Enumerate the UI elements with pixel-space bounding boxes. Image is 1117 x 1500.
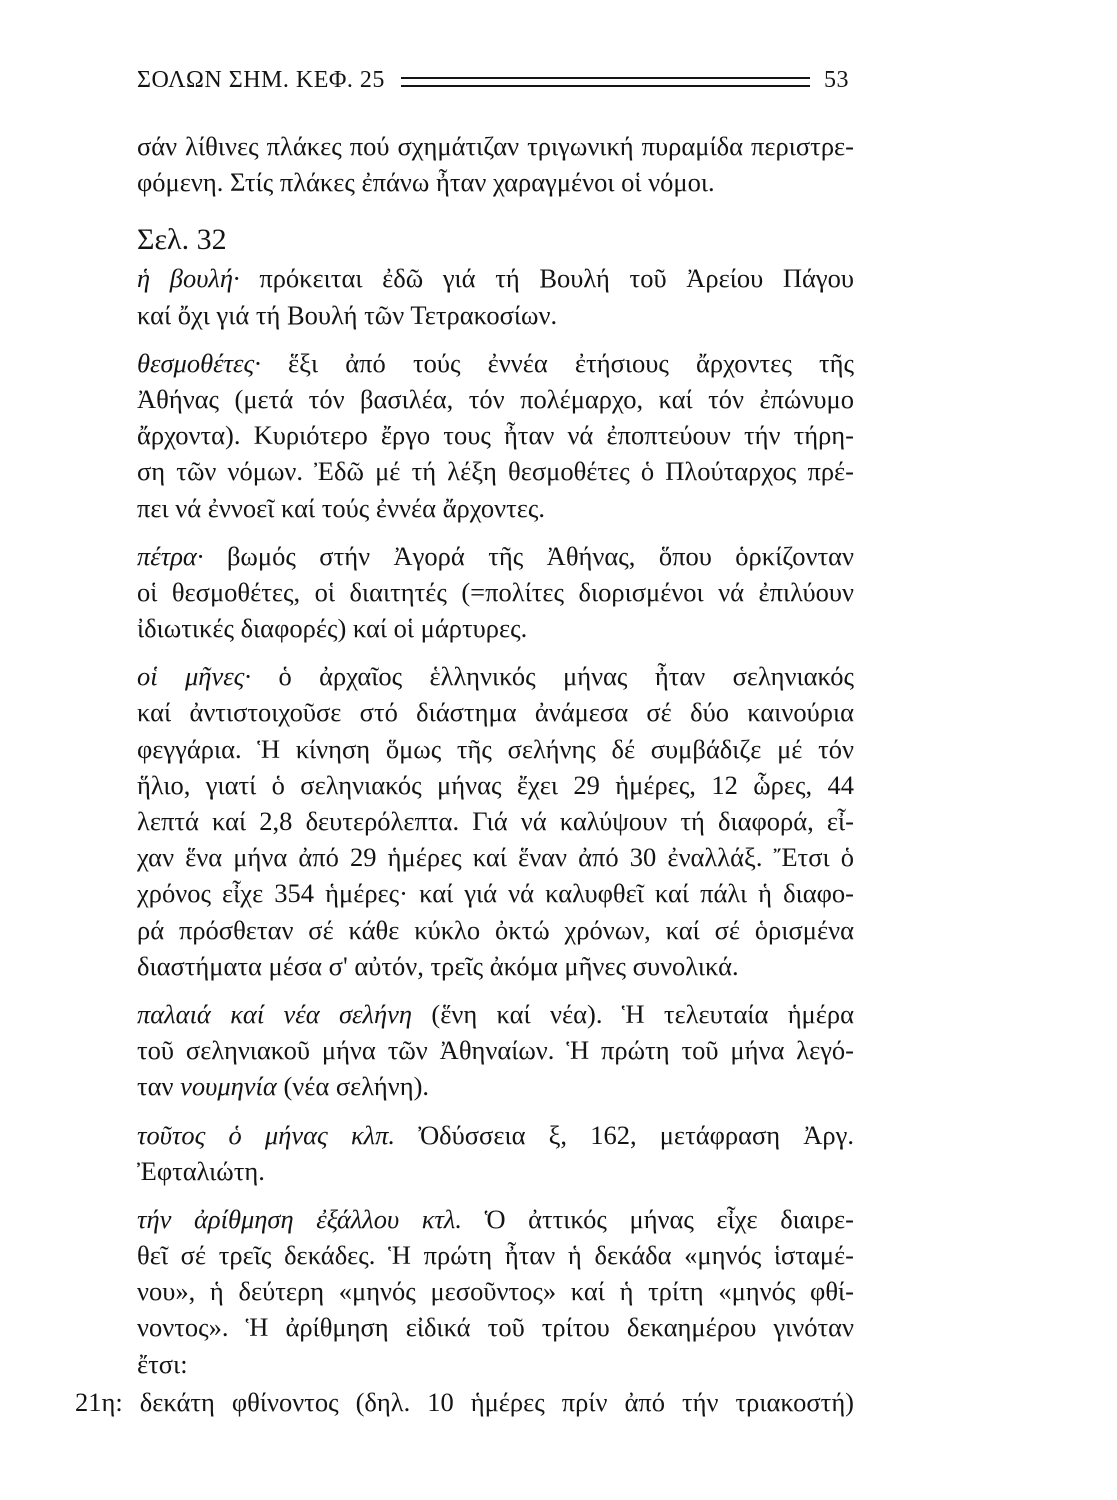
text-line: χαν ἕνα μήνα ἀπό 29 ἡμέρες καί ἕναν ἀπό 30 ἐναλλάξ. Ἔτσι ὁ (137, 842, 854, 873)
text-line (137, 345, 854, 381)
lemma: πέτρα· (137, 540, 204, 571)
text-line: νου», ἡ δεύτερη «μηνός μεσοῦντος» καί ἡ τρίτη «μηνός φθί- (137, 1276, 854, 1307)
text-line: θεῖ σέ τρεῖς δεκάδες. Ἡ πρώτη ἦταν ἡ δεκάδα «μηνός ἱσταμέ- (137, 1240, 854, 1271)
text-run: Ὀδύσσεια ξ, 162, μετάφραση Ἀργ. (395, 1119, 854, 1150)
text-line (137, 1201, 854, 1237)
text-line: ἄρχοντα). Κυριότερο ἔργο τους ἦταν νά ἐποπτεύουν τήν τήρη- (137, 420, 854, 451)
text-run: (νέα σελήνη). (276, 1071, 430, 1102)
page-number: 53 (824, 66, 849, 93)
text-line: ἔτσι: (137, 1348, 188, 1379)
note-entry (137, 345, 854, 526)
text-line: καί ἀντιστοιχοῦσε στό διάστημα ἀνάμεσα σέ δύο καινούρια (137, 697, 854, 728)
text-line: ρά πρόσθεταν σέ κάθε κύκλο ὀκτώ χρόνων, καί σέ ὁρισμένα (137, 914, 854, 945)
text-run: Ὁ ἀττικός μήνας εἶχε διαιρε- (462, 1203, 854, 1234)
day-count-line: 21η: δεκάτη φθίνοντος (δηλ. 10 ἡμέρες πρίν ἀπό τήν τριακοστή) (75, 1386, 854, 1417)
note-entry (137, 1201, 854, 1382)
note-entry (137, 996, 854, 1105)
text-line: φεγγάρια. Ἡ κίνηση ὅμως τῆς σελήνης δέ συμβάδιζε μέ τόν (137, 733, 854, 764)
text-line (137, 1068, 854, 1104)
text-run: πρόκειται ἐδῶ γιά τή Βουλή τοῦ Ἀρείου Πάγου (239, 263, 854, 294)
section-heading: Σελ. 32 (137, 223, 227, 257)
text-line: Ἐφταλιώτη. (137, 1155, 265, 1186)
running-title: ΣΟΛΩΝ ΣΗΜ. ΚΕΦ. 25 (137, 66, 385, 93)
text-line (137, 260, 854, 296)
text-line: διαστήματα μέσα σ' αὐτόν, τρεῖς ἀκόμα μῆνες συνολικά. (137, 950, 739, 981)
intro-paragraph (137, 128, 854, 200)
text-line: οἱ θεσμοθέτες, οἱ διαιτητές (=πολίτες διορισμένοι νά ἐπιλύουν (137, 576, 854, 607)
note-entry (137, 538, 854, 647)
lemma: τοῦτος ὁ μήνας κλπ. (137, 1119, 396, 1150)
note-entry (137, 260, 854, 332)
lemma: θεσμοθέτες· (137, 347, 261, 378)
text-line: ση τῶν νόμων. Ἐδῶ μέ τή λέξη θεσμοθέτες ὁ Πλούταρχος πρέ- (137, 456, 854, 487)
text-line: καί ὄχι γιά τή Βουλή τῶν Τετρακοσίων. (137, 299, 558, 330)
text-line (137, 538, 854, 574)
text-line: φόμενη. Στίς πλάκες ἐπάνω ἦταν χαραγμένοι οἱ νόμοι. (137, 167, 715, 198)
text-line (137, 1117, 854, 1153)
text-line: πει νά ἐννοεῖ καί τούς ἐννέα ἄρχοντες. (137, 492, 546, 523)
text-run: βωμός στήν Ἀγορά τῆς Ἀθήνας, ὅπου ὁρκίζονταν (203, 540, 854, 571)
lemma: τήν ἀρίθμηση ἐξάλλου κτλ. (137, 1203, 463, 1234)
text-line (137, 996, 854, 1032)
text-run: (ἕνη καί νέα). Ἡ τελευταία ἡμέρα (412, 998, 854, 1029)
text-run: ἕξι ἀπό τούς ἐννέα ἐτήσιους ἄρχοντες τῆς (260, 347, 854, 378)
text-line: ἥλιο, γιατί ὁ σεληνιακός μήνας ἔχει 29 ἡμέρες, 12 ὧρες, 44 (137, 769, 854, 800)
lemma: οἱ μῆνες· (137, 661, 252, 692)
page-body (75, 128, 854, 1420)
text-run: ὁ ἀρχαῖος ἑλληνικός μήνας ἦταν σεληνιακός (251, 661, 854, 692)
text-line: τοῦ σεληνιακοῦ μήνα τῶν Ἀθηναίων. Ἡ πρώτη τοῦ μήνα λεγό- (137, 1035, 854, 1066)
text-line (137, 658, 854, 694)
text-line: χρόνος εἶχε 354 ἡμέρες· καί γιά νά καλυφθεῖ καί πάλι ἡ διαφο- (137, 878, 854, 909)
note-entry (137, 1117, 854, 1189)
text-line: λεπτά καί 2,8 δευτερόλεπτα. Γιά νά καλύψουν τή διαφορά, εἶ- (137, 806, 854, 836)
text-line: νοντος». Ἡ ἀρίθμηση εἰδικά τοῦ τρίτου δεκαημέρου γινόταν (137, 1312, 854, 1343)
note-entry (137, 658, 854, 984)
text-line: ἰδιωτικές διαφορές) καί οἱ μάρτυρες. (137, 613, 528, 644)
italic-term: νουμηνία (180, 1071, 277, 1102)
text-line: σάν λίθινες πλάκες πού σχημάτιζαν τριγωνική πυραμίδα περιστρε- (137, 131, 854, 161)
text-run: ταν (137, 1071, 181, 1102)
lemma: ἡ βουλή· (137, 263, 240, 294)
lemma: παλαιά καί νέα σελήνη (137, 998, 413, 1029)
text-line: Ἀθήνας (μετά τόν βασιλέα, τόν πολέμαρχο, καί τόν ἐπώνυμο (137, 383, 854, 414)
running-header (137, 62, 849, 98)
header-double-rule (401, 77, 810, 87)
